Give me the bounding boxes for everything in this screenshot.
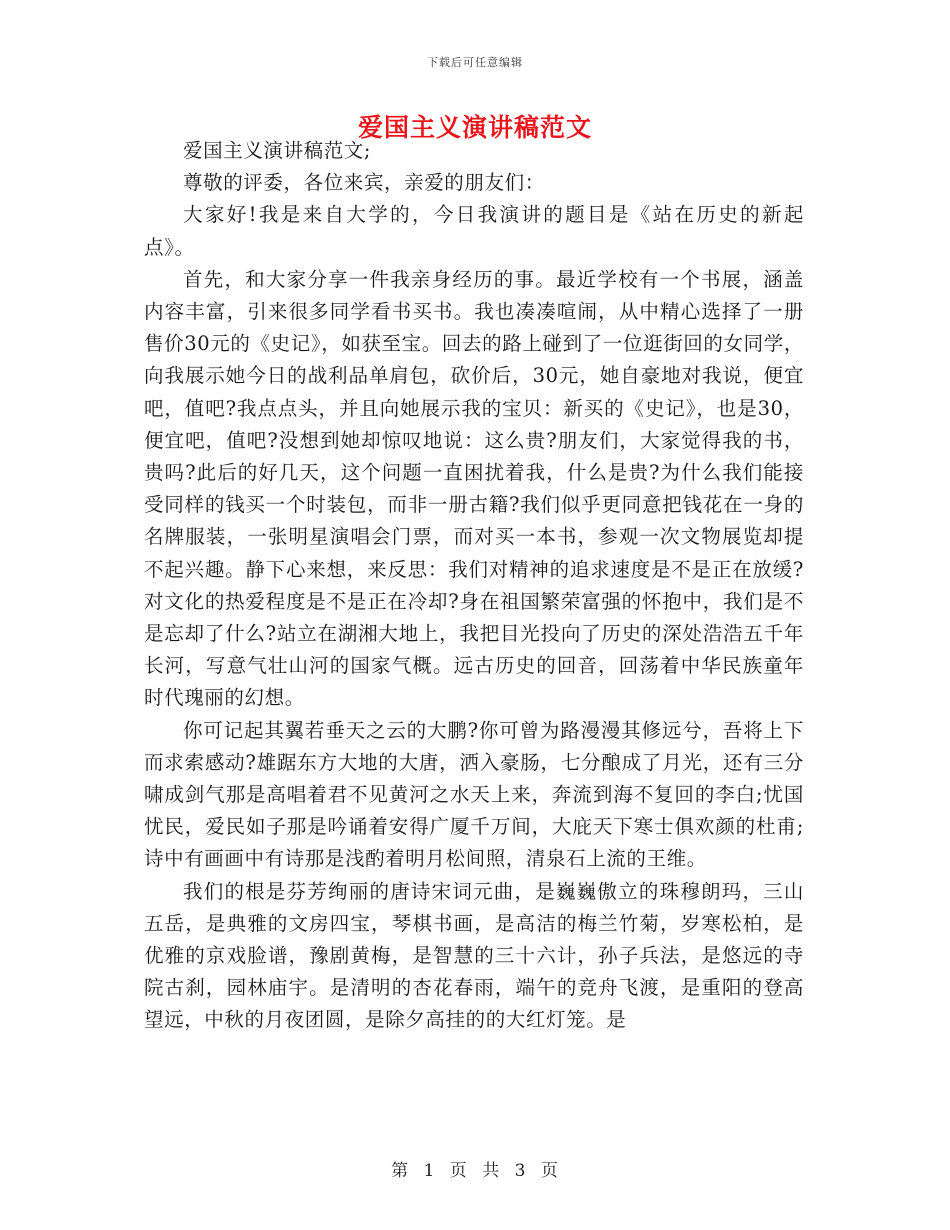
paragraph: 爱国主义演讲稿范文;: [183, 139, 372, 162]
paragraph: 尊敬的评委，各位来宾，亲爱的朋友们：: [183, 171, 545, 195]
footer-page-word: 页: [449, 1161, 468, 1181]
footer-suffix: 页: [540, 1161, 559, 1181]
header-note: 下载后可任意编辑: [427, 56, 523, 69]
document-body: [144, 135, 804, 1037]
footer-prefix: 第: [391, 1161, 410, 1181]
paragraph: 大家好!我是来自大学的，今日我演讲的题目是《站在历史的新起点》。: [144, 203, 804, 259]
footer-current-page: 1: [423, 1161, 436, 1181]
document-title: 爱国主义演讲稿范文: [357, 113, 592, 142]
paragraph: 你可记起其翼若垂天之云的大鹏?你可曾为路漫漫其修远兮，吾将上下而求索感动?雄踞东方大地的大唐，洒入豪肠，七分酿成了月光，还有三分啸成剑气那是高唱着君不见黄河之水天上来，奔流到海不复回的李白;忧国忧民，爱民如子那是吟诵着安得广厦千万间，大庇天下寒士俱欢颜的杜甫;诗中有画画中有诗那是浅酌着明月松间照，清泉石上流的王维。: [144, 718, 804, 871]
paragraph: 我们的根是芬芳绚丽的唐诗宋词元曲，是巍巍傲立的珠穆朗玛，三山五岳，是典雅的文房四宝，琴棋书画，是高洁的梅兰竹菊，岁寒松柏，是优雅的京戏脸谱，豫剧黄梅，是智慧的三十六计，孙子兵法，是悠远的寺院古刹，园林庙宇。是清明的杏花春雨，端午的竞舟飞渡，是重阳的登高望远，中秋的月夜团圆，是除夕高挂的的大红灯笼。是: [144, 879, 804, 1032]
paragraph: 首先，和大家分享一件我亲身经历的事。最近学校有一个书展，涵盖内容丰富，引来很多同学看书买书。我也凑凑喧闹，从中精心选择了一册售价30元的《史记》，如获至宝。回去的路上碰到了一位逛街回的女同学，向我展示她今日的战利品单肩包，砍价后，30元，她自豪地对我说，便宜吧，值吧?我点点头，并且向她展示我的宝贝：新买的《史记》，也是30，便宜吧，值吧?没想到她却惊叹地说：这么贵?朋友们，大家觉得我的书，贵吗?此后的好几天，这个问题一直困扰着我，什么是贵?为什么我们能接受同样的钱买一个时装包，而非一册古籍?我们似乎更同意把钱花在一身的名牌服装，一张明星演唱会门票，而对买一本书，参观一次文物展览却提不起兴趣。静下心来想，来反思：我们对精神的追求速度是不是正在放缓?对文化的热爱程度是不是正在冷却?身在祖国繁荣富强的怀抱中，我们是不是忘却了什么?站立在湖湘大地上，我把目光投向了历史的深处浩浩五千年长河，写意气壮山河的国家气概。远古历史的回音，回荡着中华民族童年时代瑰丽的幻想。: [144, 267, 804, 710]
footer-total-word: 共: [482, 1161, 501, 1181]
footer-total-pages: 3: [514, 1161, 527, 1181]
page-footer: [0, 1156, 950, 1181]
